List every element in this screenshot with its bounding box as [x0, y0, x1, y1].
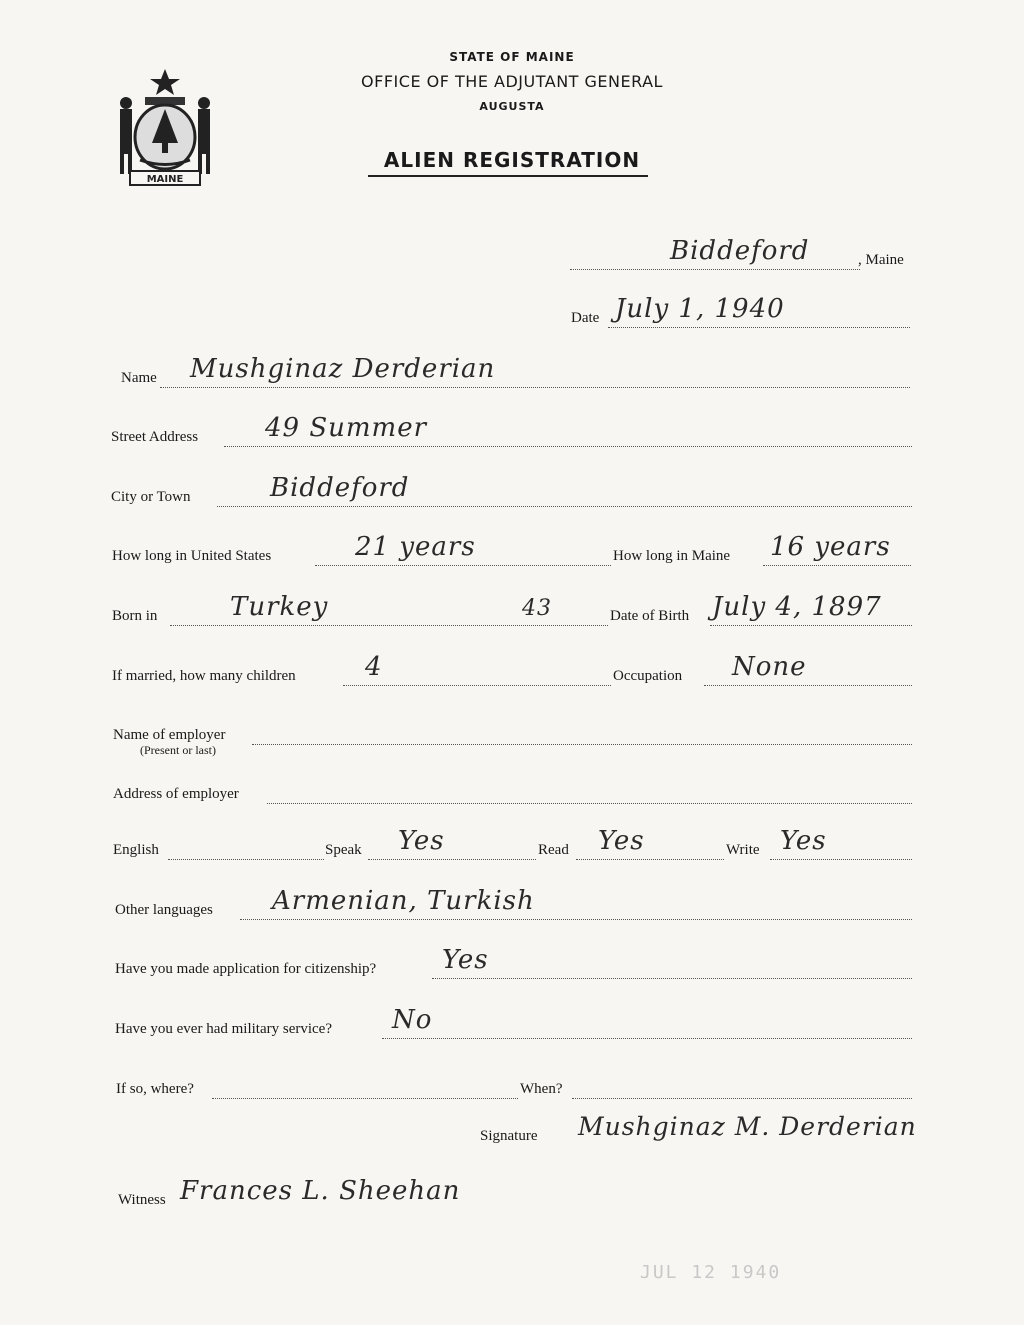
occupation-line — [704, 685, 912, 686]
header-state: STATE OF MAINE — [449, 50, 575, 64]
occupation-value[interactable]: None — [732, 652, 807, 682]
citizenship-row — [0, 945, 1024, 985]
english-label: English — [113, 842, 159, 858]
witness-row — [0, 1176, 1024, 1216]
employer-address-line — [267, 803, 912, 804]
service-details-row — [0, 1081, 1024, 1105]
street-line — [224, 446, 912, 447]
languages-line — [240, 919, 912, 920]
birth-row — [0, 592, 1024, 632]
languages-row — [0, 886, 1024, 926]
employer-line — [252, 744, 912, 745]
children-line — [343, 685, 611, 686]
us-value[interactable]: 21 years — [355, 532, 476, 562]
military-value[interactable]: No — [392, 1005, 433, 1035]
date-row — [0, 294, 1024, 334]
dob-line — [710, 625, 912, 626]
us-label: How long in United States — [112, 548, 272, 564]
name-row — [0, 354, 1024, 394]
military-line — [382, 1038, 912, 1039]
date-label: Date — [571, 310, 600, 326]
residence-row — [0, 532, 1024, 572]
location-suffix: , Maine — [858, 252, 904, 268]
form-title: ALIEN REGISTRATION — [383, 148, 641, 172]
name-line — [160, 387, 910, 388]
where-label: If so, where? — [116, 1081, 194, 1097]
dob-label: Date of Birth — [610, 608, 690, 624]
employer-sublabel: (Present or last) — [140, 743, 216, 757]
city-label: City or Town — [111, 489, 191, 505]
received-stamp: JUL 12 1940 — [640, 1262, 782, 1283]
english-line — [168, 859, 324, 860]
children-value[interactable]: 4 — [365, 652, 383, 682]
occupation-label: Occupation — [613, 668, 683, 684]
maine-label: How long in Maine — [613, 548, 731, 564]
languages-value[interactable]: Armenian, Turkish — [272, 886, 535, 916]
signature-row — [0, 1112, 1024, 1152]
speak-value[interactable]: Yes — [398, 826, 445, 856]
signature-label: Signature — [480, 1128, 538, 1144]
when-label: When? — [520, 1081, 563, 1097]
military-row — [0, 1005, 1024, 1045]
dob-value[interactable]: July 4, 1897 — [712, 592, 882, 622]
us-line — [315, 565, 611, 566]
street-label: Street Address — [111, 429, 199, 445]
write-label: Write — [726, 842, 760, 858]
location-value[interactable]: Biddeford — [670, 236, 810, 266]
witness-value[interactable]: Frances L. Sheehan — [180, 1176, 461, 1206]
citizenship-label: Have you made application for citizenship? — [115, 961, 377, 977]
maine-value[interactable]: 16 years — [770, 532, 891, 562]
location-line — [570, 269, 860, 270]
header-office: OFFICE OF THE ADJUTANT GENERAL — [361, 72, 663, 91]
where-line — [212, 1098, 518, 1099]
street-value[interactable]: 49 Summer — [265, 413, 428, 443]
read-line — [576, 859, 724, 860]
date-value[interactable]: July 1, 1940 — [615, 294, 785, 324]
children-label: If married, how many children — [112, 668, 296, 684]
citizenship-line — [432, 978, 912, 979]
citizenship-value[interactable]: Yes — [442, 945, 489, 975]
born-extra: 43 — [522, 596, 552, 621]
write-line — [770, 859, 912, 860]
english-row — [0, 826, 1024, 866]
write-value[interactable]: Yes — [780, 826, 827, 856]
employer-row — [0, 727, 1024, 757]
title-underline — [368, 175, 648, 177]
city-line — [217, 506, 912, 507]
seal-banner-text: MAINE — [146, 174, 184, 185]
born-line — [170, 625, 608, 626]
born-label: Born in — [112, 608, 158, 624]
employer-address-row — [0, 786, 1024, 810]
street-row — [0, 413, 1024, 453]
read-label: Read — [538, 842, 569, 858]
languages-label: Other languages — [115, 902, 213, 918]
employer-address-label: Address of employer — [113, 786, 239, 802]
speak-label: Speak — [325, 842, 362, 858]
military-label: Have you ever had military service? — [115, 1021, 332, 1037]
city-row — [0, 473, 1024, 513]
signature-value[interactable]: Mushginaz M. Derderian — [578, 1112, 917, 1141]
speak-line — [368, 859, 536, 860]
date-line — [608, 327, 910, 328]
when-line — [572, 1098, 912, 1099]
header-city: AUGUSTA — [479, 100, 545, 113]
city-value[interactable]: Biddeford — [270, 473, 410, 503]
name-value[interactable]: Mushginaz Derderian — [190, 354, 496, 384]
location-row — [0, 236, 1024, 276]
employer-label: Name of employer — [113, 727, 226, 743]
read-value[interactable]: Yes — [598, 826, 645, 856]
born-value[interactable]: Turkey — [230, 592, 329, 622]
family-row — [0, 652, 1024, 692]
maine-line — [763, 565, 911, 566]
witness-label: Witness — [118, 1192, 166, 1208]
name-label: Name — [121, 370, 157, 386]
